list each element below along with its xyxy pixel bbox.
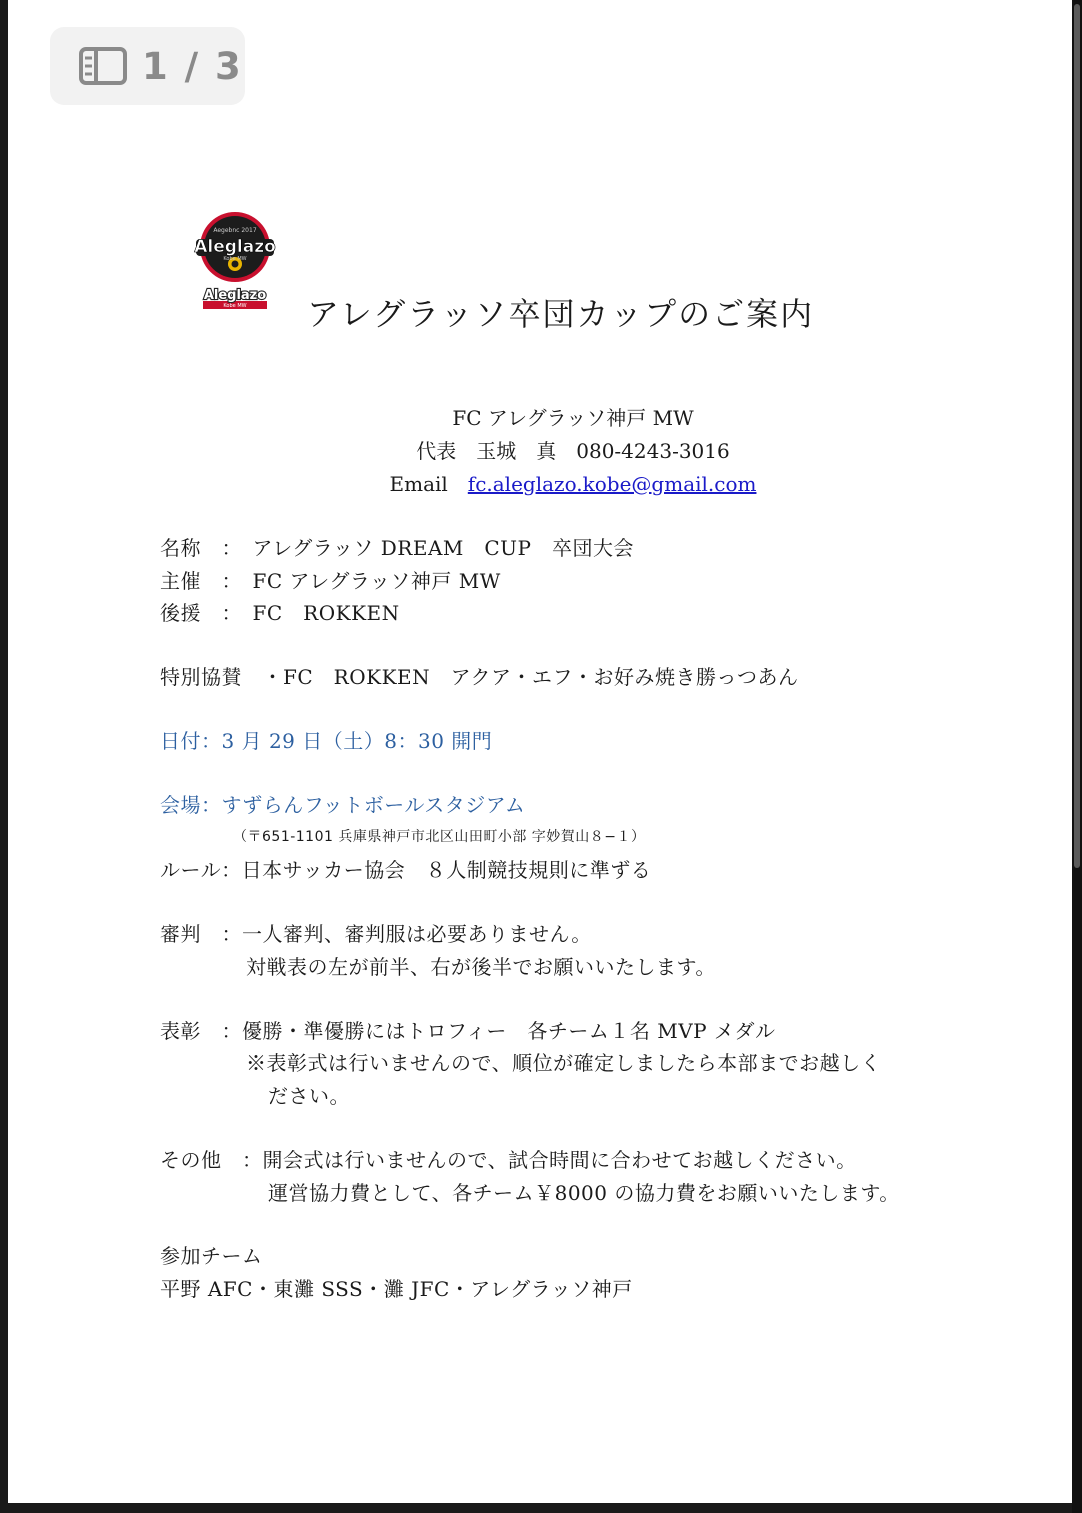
document-title: アレグラッソ卒団カップのご案内: [307, 295, 815, 333]
wordmark-main: Aleglazo: [203, 288, 267, 303]
event-venue: 会場：すずらんフットボールスタジアム: [160, 793, 526, 817]
logo-sub-text: Kobe MW: [223, 256, 247, 262]
club-logo-text: [194, 210, 276, 284]
teams-label: 参加チーム: [160, 1244, 263, 1268]
organizer-representative: 代表 玉城 真 080-4243-3016: [416, 439, 730, 463]
wordmark-sub: Kobe MW: [223, 303, 247, 309]
referee-line-1: 審判 ：一人審判、審判服は必要ありません。: [160, 922, 592, 946]
award-line-1: 表彰 ：優勝・準優勝にはトロフィー 各チーム１名 MVP メダル: [160, 1019, 776, 1043]
page-number: 1 / 3: [142, 44, 243, 88]
event-date: 日付：3 月 29 日（土）8：30 開門: [160, 729, 493, 753]
other-line-2: 運営協力費として、各チーム￥8000 の協力費をお願いいたします。: [268, 1181, 900, 1205]
teams-list: 平野 AFC・東灘 SSS・灘 JFC・アレグラッソ神戸: [160, 1277, 633, 1301]
award-line-2: ※表彰式は行いませんので、順位が確定しましたら本部までお越しく: [246, 1051, 882, 1075]
club-wordmark-text: [203, 287, 267, 313]
event-support: 後援 ： FC ROKKEN: [160, 601, 400, 625]
sidebar-icon[interactable]: [78, 46, 128, 86]
referee-line-2: 対戦表の左が前半、右が後半でお願いいたします。: [246, 955, 716, 979]
organizer-email-row: [260, 468, 886, 501]
logo-top-text: Aegebnc 2017: [213, 227, 257, 234]
page-indicator[interactable]: [50, 27, 245, 105]
event-name: 名称 ： アレグラッソ DREAM CUP 卒団大会: [160, 536, 634, 560]
organizer-info: [260, 402, 886, 501]
event-rule: ルール：日本サッカー協会 ８人制競技規則に準ずる: [160, 858, 652, 882]
email-label: Email: [389, 472, 448, 496]
email-link[interactable]: fc.aleglazo.kobe@gmail.com: [467, 472, 757, 496]
organizer-name: FC アレグラッソ神戸 MW: [452, 406, 694, 430]
logo-main-text: Aleglazo: [194, 237, 276, 257]
event-sponsor: 特別協賛 ・FC ROKKEN アクア・エフ・お好み焼き勝っつあん: [160, 665, 799, 689]
venue-address: （〒651-1101 兵庫県神戸市北区山田町小部 字妙賀山８−１）: [233, 829, 646, 845]
event-host: 主催 ： FC アレグラッソ神戸 MW: [160, 569, 501, 593]
award-line-3: ださい。: [268, 1084, 350, 1108]
scrollbar-thumb[interactable]: [1074, 4, 1080, 868]
other-line-1: その他 ：開会式は行いませんので、試合時間に合わせてお越しください。: [160, 1148, 857, 1172]
